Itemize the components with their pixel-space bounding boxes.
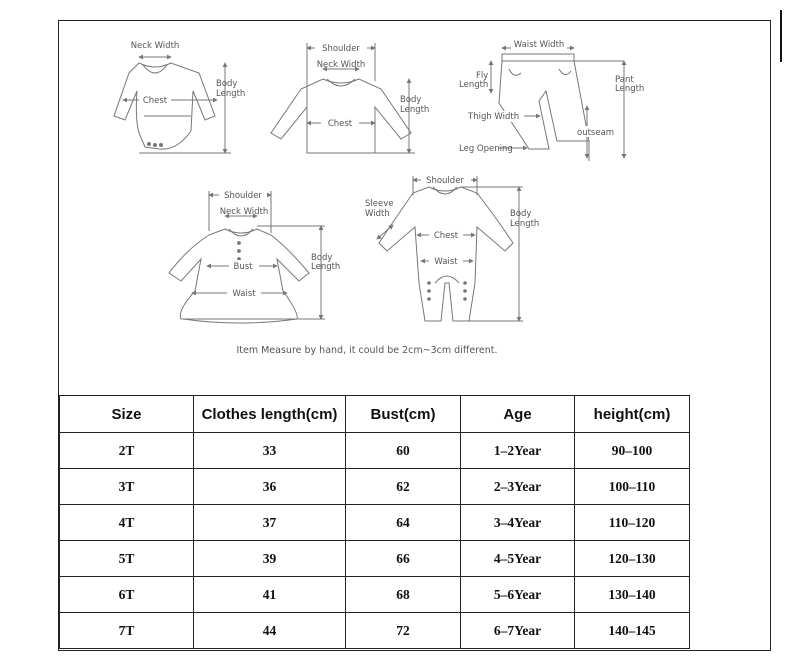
header-bust: Bust(cm) (346, 396, 461, 433)
cell-size: 4T (60, 505, 194, 541)
romper-sleeve-width-label-2: Width (365, 209, 390, 219)
cell-height: 100–110 (575, 469, 690, 505)
pants-waist-width-label: Waist Width (513, 40, 565, 50)
table-row (60, 433, 690, 469)
bodysuit-figure (114, 57, 231, 153)
cell-bust: 68 (346, 577, 461, 613)
cell-age: 4–5Year (461, 541, 575, 577)
cell-height: 120–130 (575, 541, 690, 577)
header-age: Age (461, 396, 575, 433)
bodysuit-chest-label: Chest (142, 96, 168, 106)
dress-shoulder-label: Shoulder (224, 191, 262, 201)
cell-clothes-length: 37 (194, 505, 346, 541)
pants-fly-length-label-1: Fly (476, 71, 489, 81)
cell-bust: 66 (346, 541, 461, 577)
table-row (60, 577, 690, 613)
tshirt-body-length-label-1: Body (400, 95, 422, 105)
cell-clothes-length: 39 (194, 541, 346, 577)
cell-size: 3T (60, 469, 194, 505)
cell-bust: 62 (346, 469, 461, 505)
cell-clothes-length: 44 (194, 613, 346, 649)
romper-shoulder-label: Shoulder (426, 176, 464, 186)
cell-clothes-length: 33 (194, 433, 346, 469)
cell-clothes-length: 41 (194, 577, 346, 613)
table-row (60, 505, 690, 541)
header-clothes-length: Clothes length(cm) (194, 396, 346, 433)
measure-note: Item Measure by hand, it could be 2cm~3cm different. (236, 345, 498, 356)
dress-waist-label: Waist (232, 289, 256, 299)
romper-waist-label: Waist (434, 257, 458, 267)
pants-pant-length-label-2: Length (615, 84, 645, 94)
cell-size: 7T (60, 613, 194, 649)
table-header-row (60, 396, 690, 433)
measurement-diagram (59, 21, 770, 395)
cell-age: 1–2Year (461, 433, 575, 469)
pants-leg-opening-label: Leg Opening (459, 144, 513, 154)
cell-bust: 64 (346, 505, 461, 541)
cell-size: 6T (60, 577, 194, 613)
size-table (59, 395, 690, 649)
header-size: Size (60, 396, 194, 433)
cell-clothes-length: 36 (194, 469, 346, 505)
cell-height: 90–100 (575, 433, 690, 469)
cell-age: 2–3Year (461, 469, 575, 505)
cell-size: 2T (60, 433, 194, 469)
cell-height: 130–140 (575, 577, 690, 613)
cell-age: 6–7Year (461, 613, 575, 649)
cell-bust: 72 (346, 613, 461, 649)
cell-size: 5T (60, 541, 194, 577)
header-height: height(cm) (575, 396, 690, 433)
romper-body-length-label-2: Length (510, 219, 540, 229)
tshirt-shoulder-label: Shoulder (322, 44, 360, 54)
cell-age: 3–4Year (461, 505, 575, 541)
cell-height: 110–120 (575, 505, 690, 541)
cell-age: 5–6Year (461, 577, 575, 613)
pants-outseam-label: outseam (577, 128, 615, 138)
cell-bust: 60 (346, 433, 461, 469)
bodysuit-body-length-label-2: Length (216, 89, 246, 99)
dress-body-length-label-1: Body (311, 253, 333, 263)
dress-bust-label: Bust (233, 262, 253, 272)
table-row (60, 541, 690, 577)
pants-fly-length-label-2: Length (459, 80, 489, 90)
romper-body-length-label-1: Body (510, 209, 532, 219)
dress-body-length-label-2: Length (311, 262, 341, 272)
bodysuit-neck-width-label: Neck Width (130, 41, 180, 51)
cell-height: 140–145 (575, 613, 690, 649)
right-edge-bar (780, 10, 782, 62)
tshirt-neck-width-label: Neck Width (316, 60, 366, 70)
romper-chest-label: Chest (433, 231, 459, 241)
romper-sleeve-width-label-1: Sleeve (365, 199, 394, 209)
pants-pant-length-label-1: Pant (615, 75, 634, 85)
table-row (60, 613, 690, 649)
bodysuit-body-length-label-1: Body (216, 79, 238, 89)
table-row (60, 469, 690, 505)
pants-thigh-width-label: Thigh Width (468, 112, 520, 122)
tshirt-chest-label: Chest (327, 119, 353, 129)
tshirt-body-length-label-2: Length (400, 105, 430, 115)
romper-figure (377, 176, 523, 321)
dress-neck-width-label: Neck Width (219, 207, 269, 217)
